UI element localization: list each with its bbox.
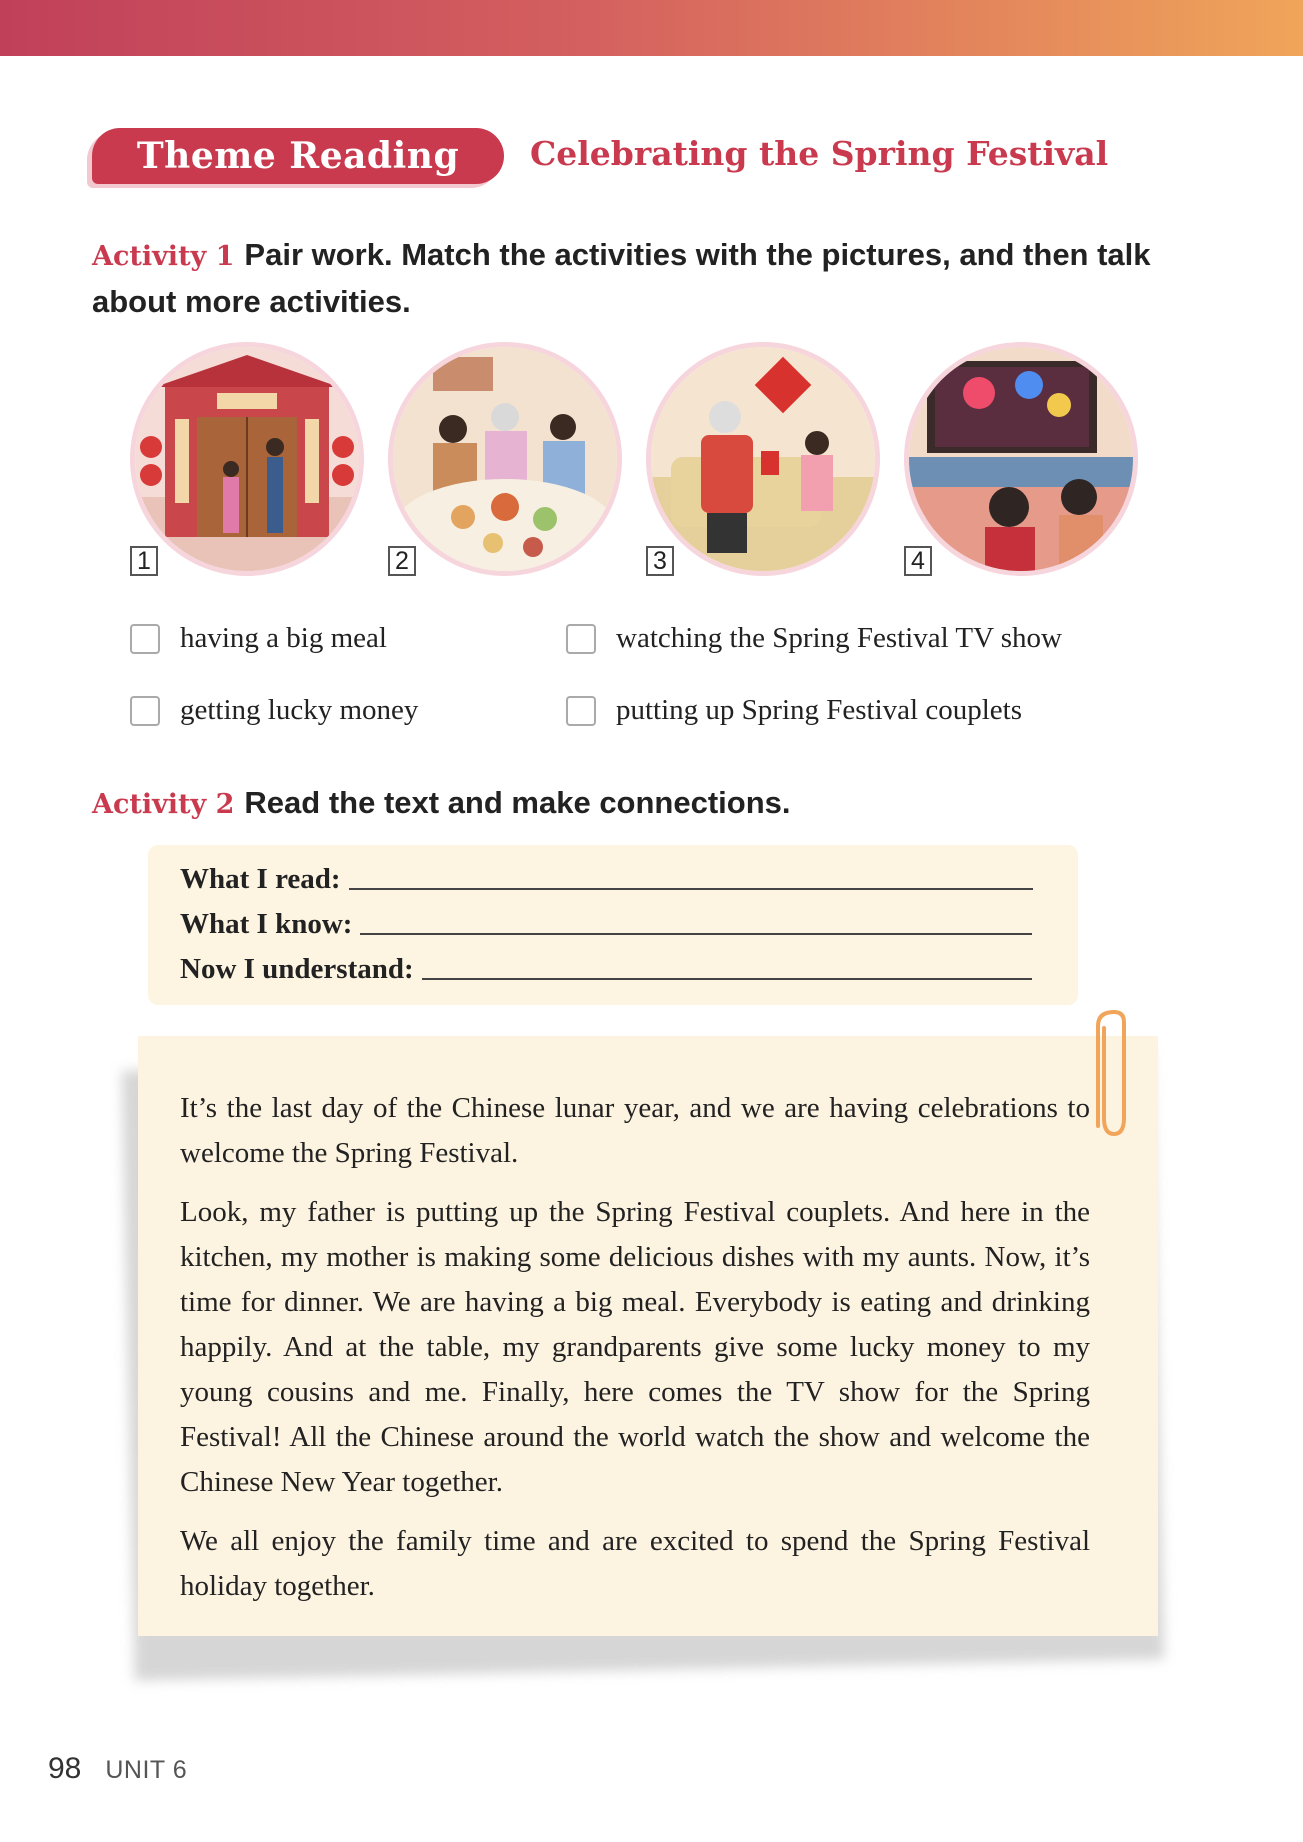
connect-row-read [180, 863, 1033, 896]
tv-show-icon [909, 347, 1133, 571]
paperclip-icon [1090, 1008, 1132, 1142]
page-title: Celebrating the Spring Festival [530, 134, 1109, 173]
checkbox-tv-show[interactable] [566, 624, 596, 654]
lucky-money-picture [646, 342, 880, 576]
activity2-instruction: Read the text and make connections. [244, 785, 791, 820]
option-label: having a big meal [180, 622, 387, 654]
unit-label: UNIT 6 [105, 1756, 188, 1784]
prompt-what-i-read: What I read: [180, 863, 341, 895]
activity2-label: Activity 2 [92, 789, 235, 820]
picture-number-4: 4 [904, 546, 932, 576]
family-meal-picture [388, 342, 622, 576]
reading-note [138, 1036, 1158, 1636]
answer-line-read[interactable] [349, 888, 1033, 890]
option-tv-show [566, 622, 1062, 655]
picture-number-2: 2 [388, 546, 416, 576]
option-label: putting up Spring Festival couplets [616, 694, 1022, 726]
checkbox-lucky-money[interactable] [130, 696, 160, 726]
activity1-label: Activity 1 [92, 241, 235, 272]
theme-badge-label: Theme Reading [136, 135, 460, 177]
option-couplets [566, 694, 1022, 727]
reading-paragraph-3: We all enjoy the family time and are excited to spend the Spring Festival holiday together. [180, 1525, 1090, 1602]
prompt-now-i-understand: Now I understand: [180, 953, 414, 985]
connections-box [148, 845, 1078, 1005]
option-big-meal [130, 622, 387, 655]
reading-text [180, 1086, 1090, 1623]
checkbox-big-meal[interactable] [130, 624, 160, 654]
picture-number-3: 3 [646, 546, 674, 576]
connect-row-know [180, 908, 1032, 941]
couplets-door-icon [135, 347, 359, 571]
option-lucky-money [130, 694, 418, 727]
couplets-door-picture [130, 342, 364, 576]
connect-row-understand [180, 953, 1032, 986]
theme-reading-badge [92, 128, 504, 184]
page-number: 98 [48, 1752, 82, 1785]
checkbox-couplets[interactable] [566, 696, 596, 726]
lucky-money-icon [651, 347, 875, 571]
activity1-instruction: Pair work. Match the activities with the pictures, and then talk about more activities. [92, 237, 1151, 319]
activity1-heading [92, 232, 1202, 324]
family-meal-icon [393, 347, 617, 571]
activity2-heading [92, 780, 1202, 827]
tv-show-picture [904, 342, 1138, 576]
option-label: watching the Spring Festival TV show [616, 622, 1062, 654]
reading-paragraph-2: Look, my father is putting up the Spring Festival couplets. And here in the kitchen, my mother is making some delicious dishes with my aunts. Now, it’s time for dinner. We are having a big meal. Everybody is eating and drinking happily. And at the table, my grandparents give some lucky money to my young cousins and me. Finally, here comes the TV show for the Spring Festival! All the Chinese around the world watch the show and welcome the Chinese New Year together. [180, 1196, 1090, 1498]
reading-paragraph-1: It’s the last day of the Chinese lunar year, and we are having celebrations to welcome the Spring Festival. [180, 1092, 1090, 1169]
page-footer [48, 1752, 187, 1786]
answer-line-understand[interactable] [422, 978, 1032, 980]
answer-line-know[interactable] [360, 933, 1032, 935]
top-color-bar [0, 0, 1303, 56]
picture-number-1: 1 [130, 546, 158, 576]
prompt-what-i-know: What I know: [180, 908, 353, 940]
option-label: getting lucky money [180, 694, 419, 726]
